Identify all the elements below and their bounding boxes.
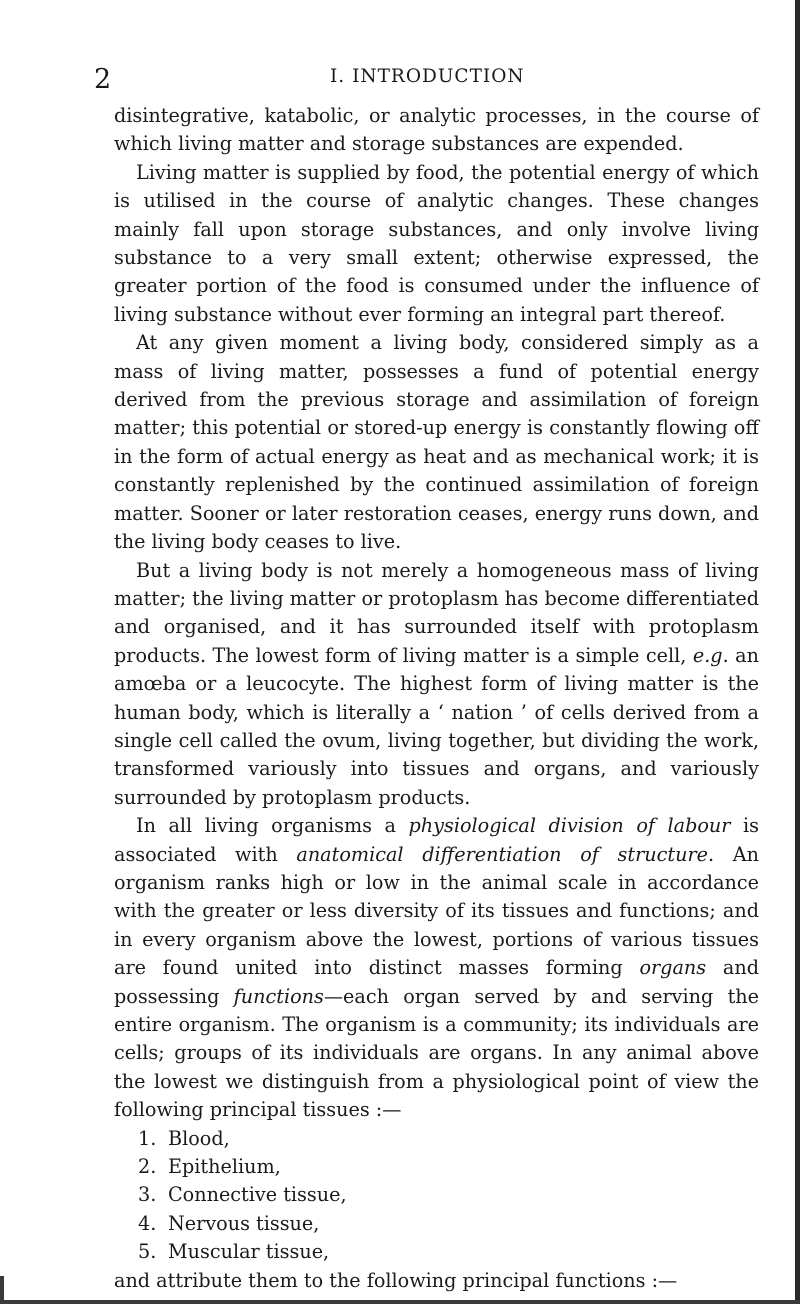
list-item xyxy=(138,1238,759,1266)
list-item-label: Epithelium, xyxy=(168,1155,281,1179)
list-item-label: Blood, xyxy=(168,1126,230,1150)
paragraph-4-text-b: an amœba or a leucocyte. The highest form of living matter is the human body, which is literally a ‘ nation ’ of cells derived from a single cell called the ovum, living together, but dividing the work, transformed variously into tissues and organs, and variously surrounded by protoplasm products. xyxy=(114,643,759,809)
paragraph-5-text-e: —each organ served by and serving the entire organism. The organism is a community; its individuals are cells; groups of its individuals are organs. In any animal above the lowest we distinguish from a physiological point of view the following principal tissues :— xyxy=(114,984,760,1122)
paragraph-5-text-d: and possessing xyxy=(114,956,759,1008)
closing-line: and attribute them to the following principal functions :— xyxy=(114,1268,678,1292)
paragraph-3: At any given moment a living body, considered simply as a mass of living matter, possesses a fund of potential energy derived from the previous storage and assimilation of foreign matter; this potential or stored-up energy is constantly flowing off in the form of actual energy as heat and as mechanical work; it is constantly replenished by the continued assimilation of foreign matter. Sooner or later restoration ceases, energy runs down, and the living body ceases to live. xyxy=(114,331,759,554)
list-item-number: 4. xyxy=(138,1211,157,1235)
list-item xyxy=(138,1125,759,1153)
paragraph-1: disintegrative, katabolic, or analytic processes, in the course of which living matter and storage substances are expended. xyxy=(114,104,759,156)
paragraph-5 xyxy=(114,812,759,1124)
list-item xyxy=(138,1153,759,1181)
list-item-number: 1. xyxy=(138,1126,157,1150)
list-item-number: 5. xyxy=(138,1240,157,1264)
list-item-number: 2. xyxy=(138,1155,157,1179)
page-edge-right xyxy=(795,0,800,1304)
page-edge-bottom xyxy=(0,1300,800,1304)
page-edge-left xyxy=(0,1276,4,1304)
paragraph-5-text-b: is associated with xyxy=(114,814,759,866)
paragraph-4 xyxy=(114,557,759,813)
list-item xyxy=(138,1181,759,1209)
page-number: 2 xyxy=(94,64,113,95)
list-item-label: Nervous tissue, xyxy=(168,1211,320,1235)
organs-term: organs xyxy=(639,956,707,980)
paragraph-5-text-a: In all living organisms a xyxy=(136,814,396,838)
list-item-label: Muscular tissue, xyxy=(168,1240,330,1264)
list-item-label: Connective tissue, xyxy=(168,1183,347,1207)
body-text xyxy=(114,102,759,1295)
anatomical-differentiation-term: anatomical differentiation of structure. xyxy=(296,842,715,866)
running-head: I. INTRODUCTION xyxy=(330,66,525,87)
list-item-number: 3. xyxy=(138,1183,157,1207)
page-header xyxy=(90,64,710,100)
paragraph-4-text-a: But a living body is not merely a homogeneous mass of living matter; the living matter or protoplasm has become differentiated and organised, and it has surrounded itself with protoplasm products. The lowest form of living matter is a simple cell, xyxy=(114,558,759,667)
paragraph-5-text-c: An organism ranks high or low in the animal scale in accordance with the greater or less diversity of its tissues and functions; and in every organism above the lowest, portions of various tissues are found united into distinct masses forming xyxy=(114,842,759,980)
functions-term: functions xyxy=(233,984,324,1008)
paragraph-2: Living matter is supplied by food, the potential energy of which is utilised in the course of analytic changes. These changes mainly fall upon storage substances, and only involve living substance to a very small extent; otherwise expressed, the greater portion of the food is consumed under the influence of living substance without ever forming an integral part thereof. xyxy=(114,160,759,326)
list-item xyxy=(138,1210,759,1238)
physiological-division-term: physiological division of labour xyxy=(408,814,731,838)
tissue-list xyxy=(114,1125,759,1267)
eg-abbrev: e.g. xyxy=(692,643,729,667)
